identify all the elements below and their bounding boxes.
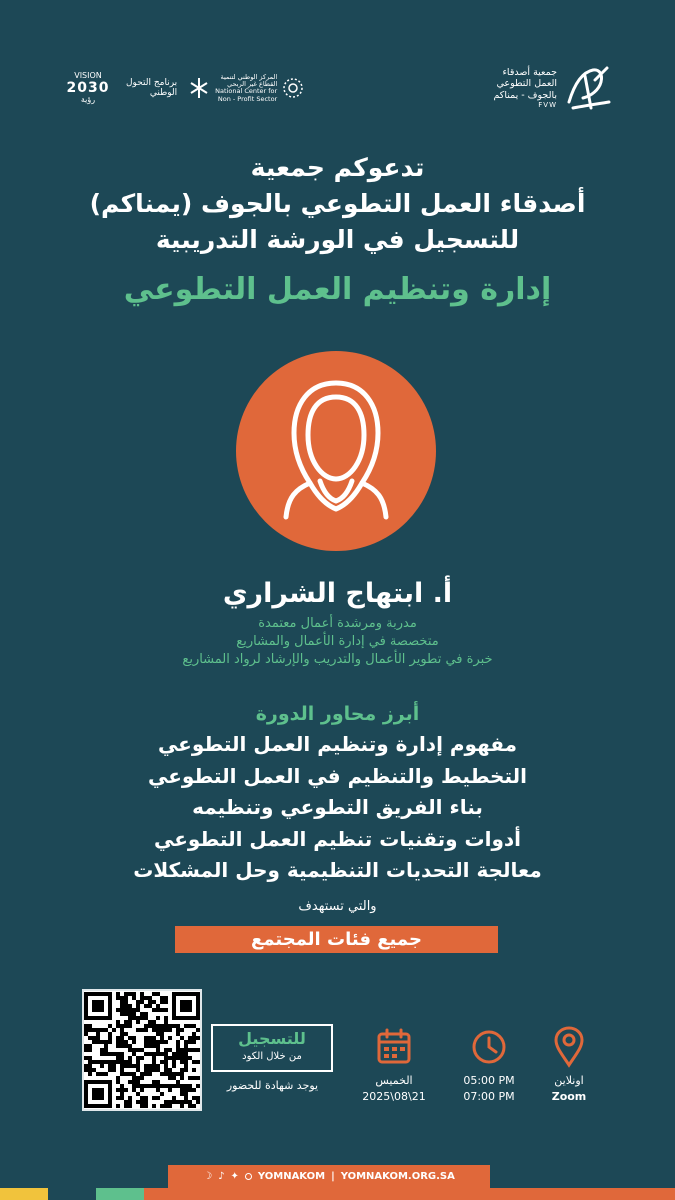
location-pin-icon xyxy=(551,1025,587,1069)
national-transformation-logo xyxy=(126,78,177,99)
location-info xyxy=(538,1025,600,1105)
footer-segment-green xyxy=(96,1188,144,1200)
time-start: 05:00 PM xyxy=(463,1074,515,1087)
org-logo-line1: جمعية أصدقاء xyxy=(502,66,557,78)
ncnp-emblem-icon xyxy=(281,76,305,100)
location-line2: Zoom xyxy=(551,1090,587,1103)
woman-hijab-icon xyxy=(236,351,436,551)
course-topics xyxy=(0,703,675,914)
ncnp-line4: Non - Profit Sector xyxy=(217,94,278,103)
invitation-line-2: أصدقاء العمل التطوعي بالجوف (يمناكم) xyxy=(89,189,586,218)
target-audience-banner: جميع فئات المجتمع xyxy=(175,926,498,953)
workshop-title: إدارة وتنظيم العمل التطوعي xyxy=(123,272,552,307)
footer-separator: | xyxy=(331,1171,335,1182)
certificate-note: يوجد شهادة للحضور xyxy=(226,1079,319,1092)
date-info xyxy=(358,1027,430,1105)
registration-qr-code[interactable] xyxy=(82,989,202,1111)
target-label: والتي تستهدف xyxy=(298,898,377,914)
vision-logo-arabic: رؤية xyxy=(80,95,96,105)
speaker-bio-1: مدربة ومرشدة أعمال معتمدة xyxy=(258,616,417,631)
ncnp-logo xyxy=(187,74,305,104)
topic-item: التخطيط والتنظيم في العمل التطوعي xyxy=(147,763,527,788)
footer-color-bar xyxy=(0,1188,675,1200)
calendar-icon xyxy=(376,1027,412,1067)
topic-item: مفهوم إدارة وتنظيم العمل التطوعي xyxy=(157,732,518,756)
topic-item: بناء الفريق التطوعي وتنظيمه xyxy=(192,795,483,819)
time-info xyxy=(453,1027,525,1105)
speaker-avatar xyxy=(236,351,436,551)
location-line1: اونلاين xyxy=(554,1074,584,1087)
snapchat-icon[interactable]: ☽ xyxy=(203,1171,213,1182)
register-subtitle: من خلال الكود xyxy=(242,1051,302,1062)
register-button[interactable] xyxy=(211,1024,333,1072)
speaker-bio-2: متخصصة في إدارة الأعمال والمشاريع xyxy=(236,634,439,649)
instagram-icon[interactable] xyxy=(245,1173,252,1180)
date-day: الخميس xyxy=(375,1074,413,1087)
tiktok-icon[interactable]: ♪ xyxy=(218,1171,225,1182)
footer-segment-yellow xyxy=(0,1188,48,1200)
topics-heading: أبرز محاور الدورة xyxy=(255,703,420,725)
speaker-bio-3: خبرة في تطوير الأعمال والتدريب والإرشاد لرواد المشاريع xyxy=(182,652,493,667)
ncnp-line2: القطاع غير الربحي xyxy=(227,80,278,89)
website-link[interactable]: YOMNAKOM.ORG.SA xyxy=(340,1171,455,1182)
footer-segment-orange xyxy=(144,1188,675,1200)
social-bar xyxy=(168,1165,490,1188)
invitation-line-1: تدعوكم جمعية xyxy=(250,153,425,182)
register-title: للتسجيل xyxy=(238,1029,306,1048)
topic-item: معالجة التحديات التنظيمية وحل المشكلات xyxy=(133,858,542,882)
program-logo-line1: برنامج التحول xyxy=(126,78,178,89)
ncnp-line1: المركز الوطني لتنمية xyxy=(220,72,278,81)
org-logo-line3: بالجوف - يمناكم xyxy=(493,89,557,101)
time-end: 07:00 PM xyxy=(463,1090,515,1103)
program-logo-line2: الوطني xyxy=(149,88,178,99)
partner-logos xyxy=(60,72,305,105)
org-logo-abbr: FVW xyxy=(538,100,557,109)
social-handle[interactable]: YOMNAKOM xyxy=(257,1171,326,1182)
star-mark-icon xyxy=(187,76,211,100)
topic-item: أدوات وتقنيات تنظيم العمل التطوعي xyxy=(154,826,521,851)
org-logo-line2: العمل التطوعي xyxy=(496,78,557,90)
date-value: 2025\08\21 xyxy=(362,1090,426,1103)
qr-code-icon xyxy=(84,991,200,1109)
invitation-block xyxy=(0,150,675,307)
speaker-name: أ. ابتهاج الشراري xyxy=(222,578,453,609)
vision-logo-year: 2030 xyxy=(66,79,110,96)
twitter-icon[interactable]: ✦ xyxy=(230,1171,239,1182)
org-logo xyxy=(493,62,613,114)
invitation-line-3: للتسجيل في الورشة التدريبية xyxy=(155,225,520,254)
clock-icon xyxy=(471,1027,507,1067)
speaker-info xyxy=(0,578,675,669)
ncnp-line3: National Center for xyxy=(215,87,278,96)
org-calligraphy-icon xyxy=(563,62,613,114)
vision-2030-logo xyxy=(60,72,116,105)
vision-logo-top: VISION xyxy=(74,71,102,80)
